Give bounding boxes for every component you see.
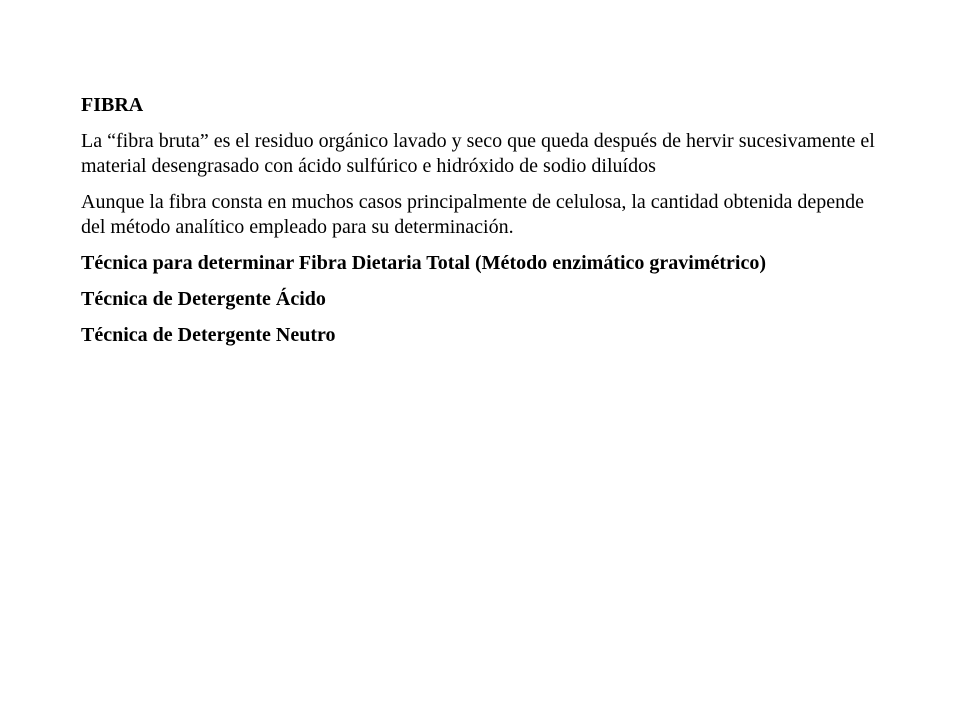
slide-title: FIBRA bbox=[81, 94, 144, 116]
technique-total-dietary-fiber: Técnica para determinar Fibra Dietaria Total (Método enzimático gravimétrico) bbox=[81, 252, 767, 274]
definition-paragraph: La “fibra bruta” es el residuo orgánico lavado y seco que queda después de hervir sucesivamente el material desengrasado con ácido sulfúrico e hidróxido de sodio diluídos bbox=[81, 130, 875, 177]
technique-acid-detergent: Técnica de Detergente Ácido bbox=[81, 288, 326, 310]
slide-body bbox=[81, 93, 881, 359]
technique-neutral-detergent: Técnica de Detergente Neutro bbox=[81, 324, 336, 346]
cellulose-paragraph: Aunque la fibra consta en muchos casos principalmente de celulosa, la cantidad obtenida depende del método analítico empleado para su determinación. bbox=[81, 191, 865, 238]
